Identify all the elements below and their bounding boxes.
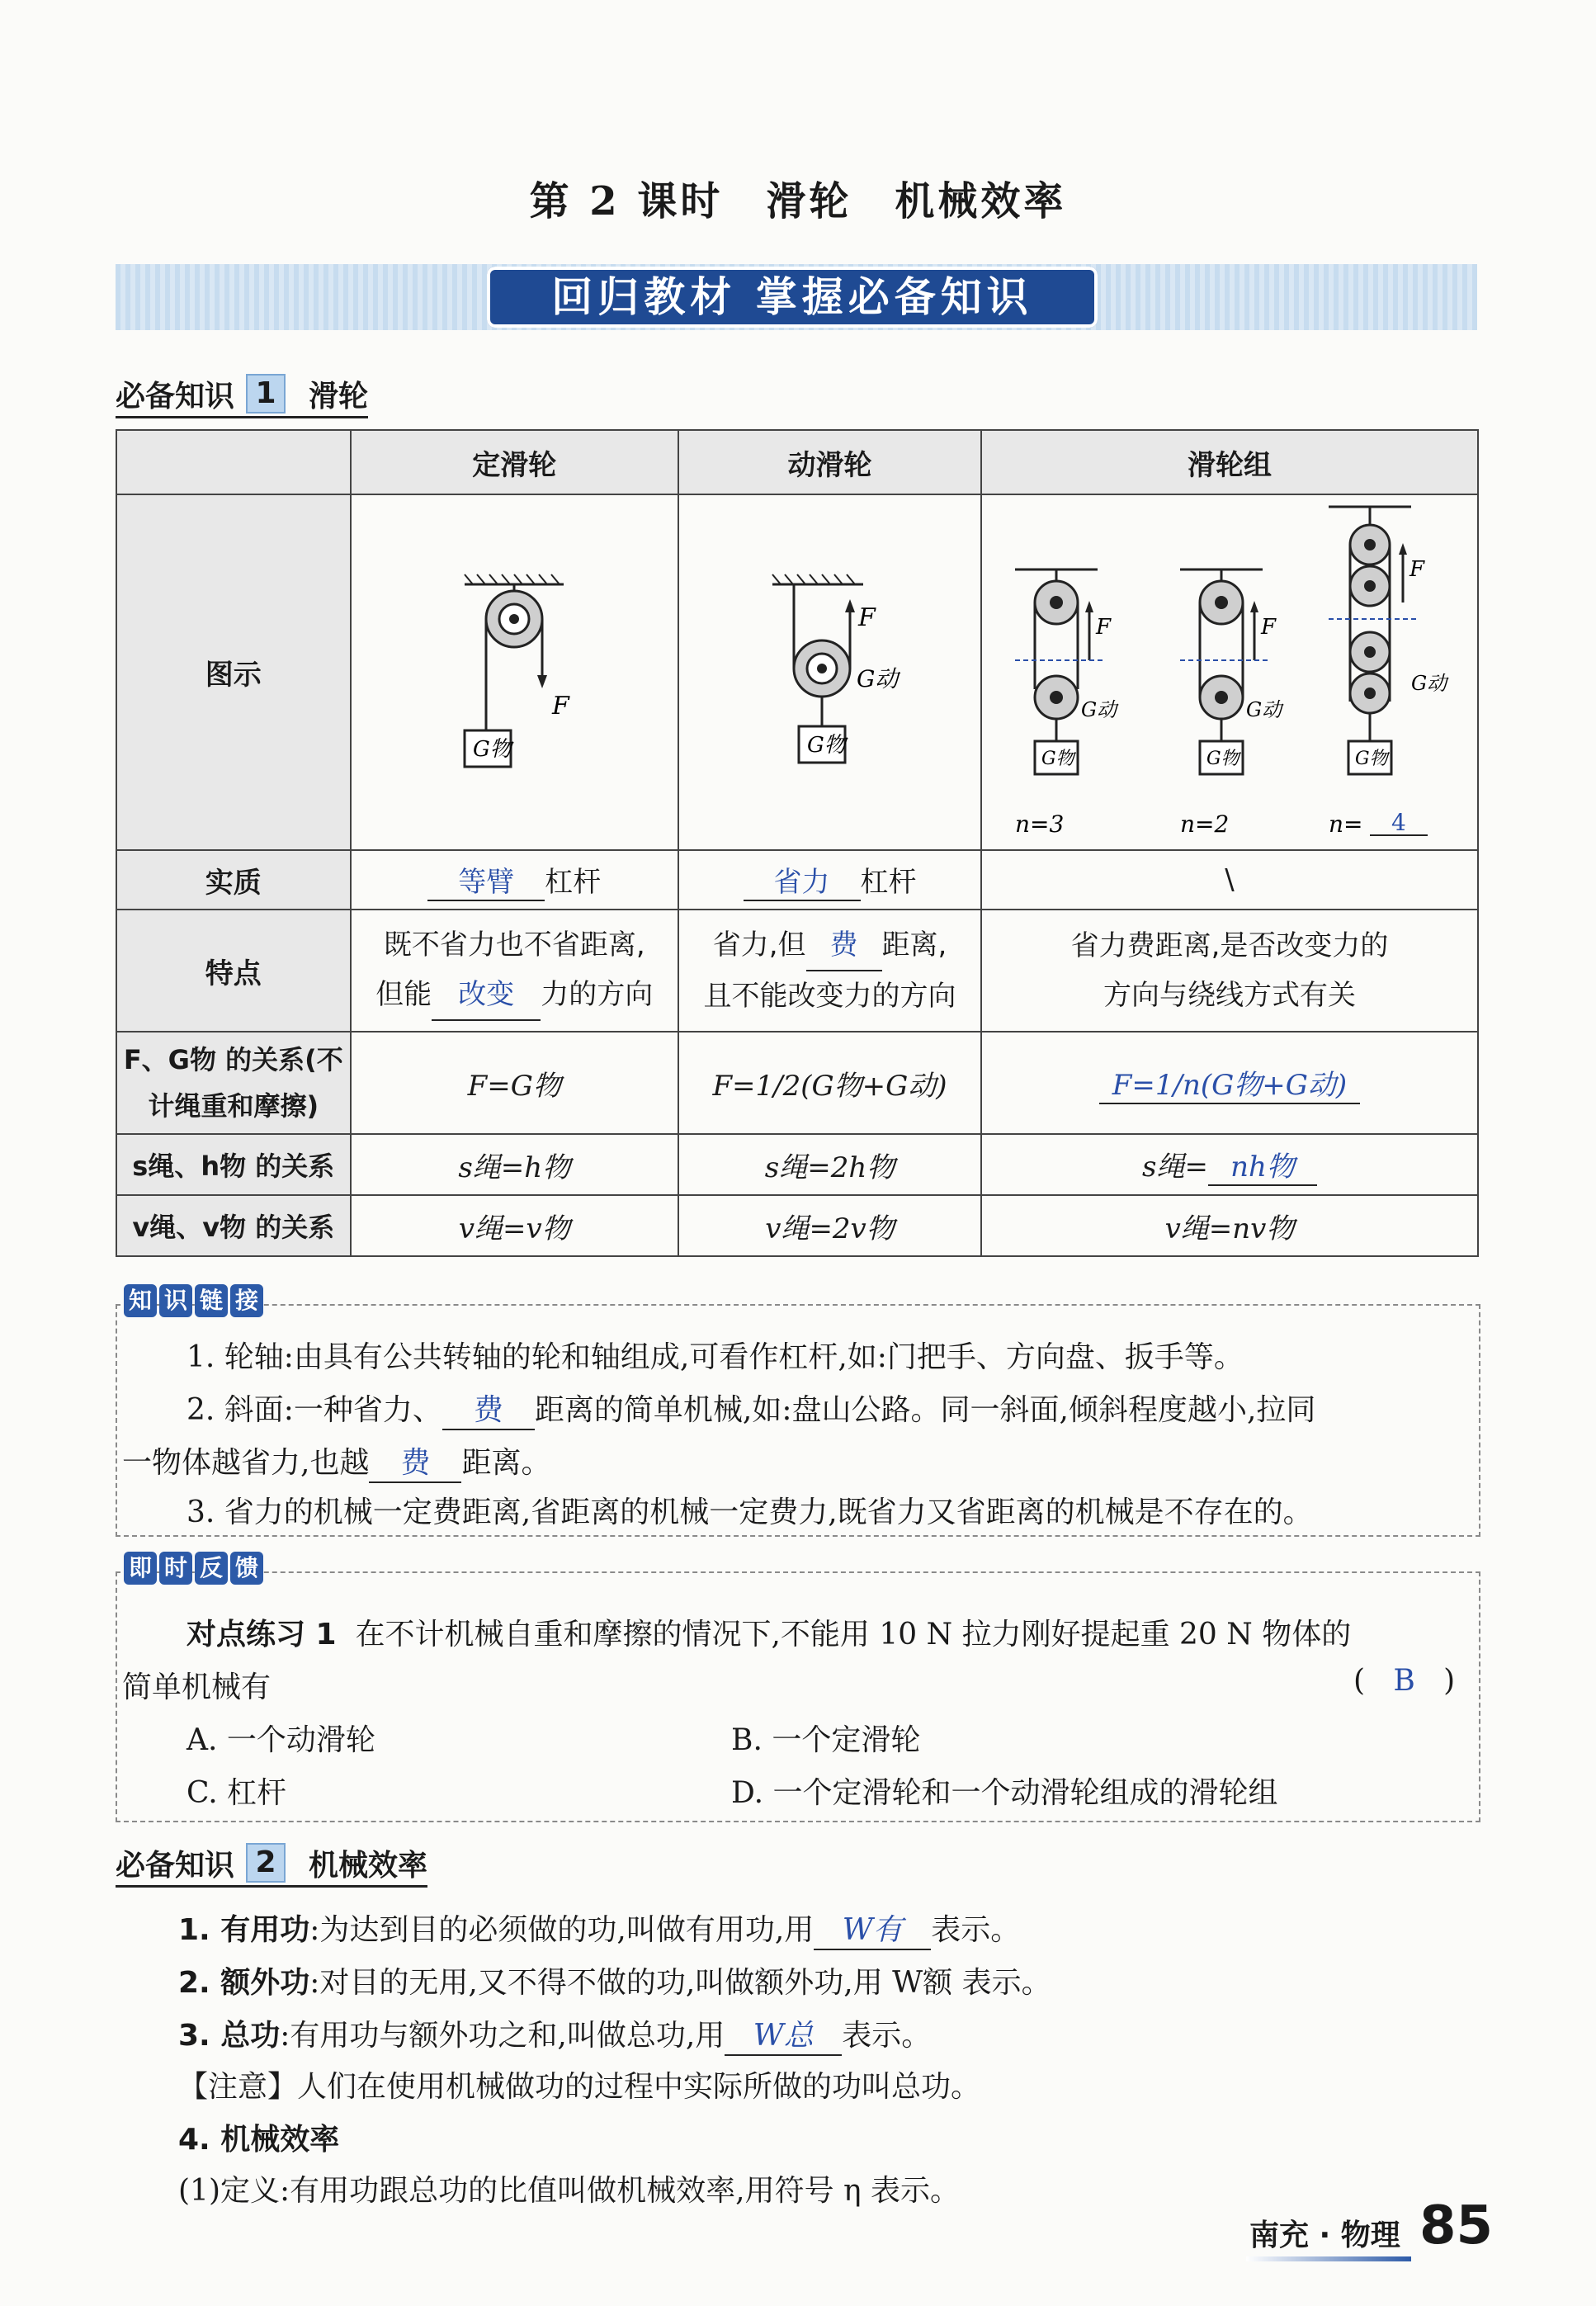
- n4-answer: 4: [1391, 809, 1406, 836]
- option-c[interactable]: C. 杠杆: [187, 1776, 287, 1810]
- corner-cell: [116, 430, 351, 494]
- fixed-pulley-svg: [407, 545, 621, 792]
- feature-movable: 省力,但 费 距离, 且不能改变力的方向: [678, 910, 981, 1032]
- weight-label: G物: [806, 733, 846, 758]
- efficiency-line-3: 3. 总功:有用功与额外功之和,叫做总功,用 W总 表示。: [178, 2012, 931, 2056]
- option-a[interactable]: A. 一个动滑轮: [187, 1723, 375, 1757]
- row-label-essence: 实质: [116, 850, 351, 910]
- feedback-tag: 即 时 反 馈: [124, 1552, 263, 1585]
- lesson-title: 第 2 课时 滑轮 机械效率: [529, 178, 1067, 224]
- link-line-1: 1. 轮轴:由具有公共转轴的轮和轴组成,可看作杠杆,如:门把手、方向盘、扳手等。: [187, 1340, 1244, 1374]
- col-header-fixed: 定滑轮: [351, 430, 678, 494]
- essence-group: \: [981, 850, 1478, 910]
- efficiency-line-2: 2. 额外功:对目的无用,又不得不做的功,叫做额外功,用 W额 表示。: [178, 1966, 1051, 2000]
- feature-group: 省力费距离,是否改变力的 方向与绕线方式有关: [981, 910, 1478, 1032]
- footer-underline: [1246, 2256, 1411, 2261]
- option-b[interactable]: B. 一个定滑轮: [731, 1723, 921, 1757]
- fg-fixed: F=G物: [351, 1032, 678, 1134]
- row-label-fg: F、G物 的关系(不计绳重和摩擦): [116, 1032, 351, 1134]
- svg-text:G物: G物: [1206, 749, 1239, 769]
- link-line-2: 2. 斜面:一种省力、 费 距离的简单机械,如:盘山公路。同一斜面,倾斜程度越小,拉同: [187, 1387, 1315, 1430]
- link-line-3: 一物体越省力,也越 费 距离。: [122, 1439, 550, 1483]
- question-answer: ( B ): [1353, 1664, 1456, 1698]
- svg-text:G动: G动: [1081, 698, 1117, 721]
- svg-text:G动: G动: [1246, 698, 1282, 721]
- n3-label: n=3: [1015, 810, 1065, 838]
- col-header-movable: 动滑轮: [678, 430, 981, 494]
- section-header-efficiency: [116, 1841, 427, 1888]
- svg-text:F: F: [1261, 615, 1277, 640]
- sh-fixed: s绳=h物: [351, 1134, 678, 1195]
- n-eq-label: n=: [1329, 810, 1363, 838]
- efficiency-note: 【注意】人们在使用机械做功的过程中实际所做的功叫总功。: [178, 2070, 981, 2104]
- fixed-pulley-diagram: [351, 494, 678, 850]
- force-label: F: [857, 603, 876, 632]
- pulley-table: [116, 429, 1479, 1257]
- row-label-vv: v绳、v物 的关系: [116, 1195, 351, 1256]
- group-n3: [1015, 569, 1119, 838]
- efficiency-line-5: (1)定义:有用功跟总功的比值叫做机械效率,用符号 η 表示。: [178, 2174, 961, 2208]
- question-line-2: 简单机械有: [122, 1670, 272, 1704]
- svg-text:G动: G动: [1411, 672, 1447, 695]
- weight-label: G物: [473, 737, 512, 762]
- section-label: 必备知识: [116, 379, 235, 413]
- section-name: 滑轮: [309, 379, 369, 413]
- svg-text:F: F: [1096, 615, 1112, 640]
- section-number: 1: [246, 374, 286, 413]
- essence-fixed: 等臂 杠杆: [351, 850, 678, 910]
- pulley-weight-label: G动: [856, 665, 898, 692]
- vv-fixed: v绳=v物: [351, 1195, 678, 1256]
- n2-label: n=2: [1180, 810, 1230, 838]
- section-header-pulley: [116, 371, 368, 418]
- essence-movable: 省力 杠杆: [678, 850, 981, 910]
- page-number: 85: [1419, 2195, 1494, 2256]
- efficiency-line-1: 1. 有用功:为达到目的必须做的功,叫做有用功,用 W有 表示。: [178, 1907, 1020, 1950]
- section-number: 2: [246, 1843, 286, 1883]
- force-label: F: [552, 692, 570, 721]
- vv-group: v绳=nv物: [981, 1195, 1478, 1256]
- pulley-group-svg: [982, 495, 1477, 842]
- svg-text:G物: G物: [1355, 749, 1388, 769]
- svg-text:F: F: [1409, 557, 1425, 582]
- knowledge-link-tag: 知 识 链 接: [124, 1284, 263, 1317]
- efficiency-line-4: 4. 机械效率: [178, 2123, 340, 2157]
- fg-movable: F=1/2(G物+G动): [678, 1032, 981, 1134]
- movable-pulley-diagram: [678, 494, 981, 850]
- section-name: 机械效率: [309, 1848, 428, 1883]
- group-n2: [1180, 569, 1284, 838]
- pulley-group-diagram: [981, 494, 1478, 850]
- row-label-sh: s绳、h物 的关系: [116, 1134, 351, 1195]
- sh-movable: s绳=2h物: [678, 1134, 981, 1195]
- feature-fixed: 既不省力也不省距离, 但能 改变 力的方向: [351, 910, 678, 1032]
- section-label: 必备知识: [116, 1848, 235, 1883]
- col-header-group: 滑轮组: [981, 430, 1478, 494]
- row-label-feature: 特点: [116, 910, 351, 1032]
- banner-title: 回归教材 掌握必备知识: [487, 267, 1098, 328]
- svg-text:G物: G物: [1041, 749, 1074, 769]
- movable-pulley-svg: [723, 545, 937, 792]
- vv-movable: v绳=2v物: [678, 1195, 981, 1256]
- footer-subject: 南充 · 物理: [1249, 2219, 1400, 2252]
- group-n4: [1329, 507, 1449, 838]
- link-line-4: 3. 省力的机械一定费距离,省距离的机械一定费力,既省力又省距离的机械是不存在的。: [187, 1496, 1313, 1529]
- sh-group: s绳= nh物: [981, 1134, 1478, 1195]
- fg-group: F=1/n(G物+G动): [981, 1032, 1478, 1134]
- row-label-diagram: 图示: [116, 494, 351, 850]
- option-d[interactable]: D. 一个定滑轮和一个动滑轮组成的滑轮组: [731, 1776, 1278, 1810]
- question-line-1: 对点练习 1 在不计机械自重和摩擦的情况下,不能用 10 N 拉力刚好提起重 20 N 物体的: [187, 1618, 1352, 1652]
